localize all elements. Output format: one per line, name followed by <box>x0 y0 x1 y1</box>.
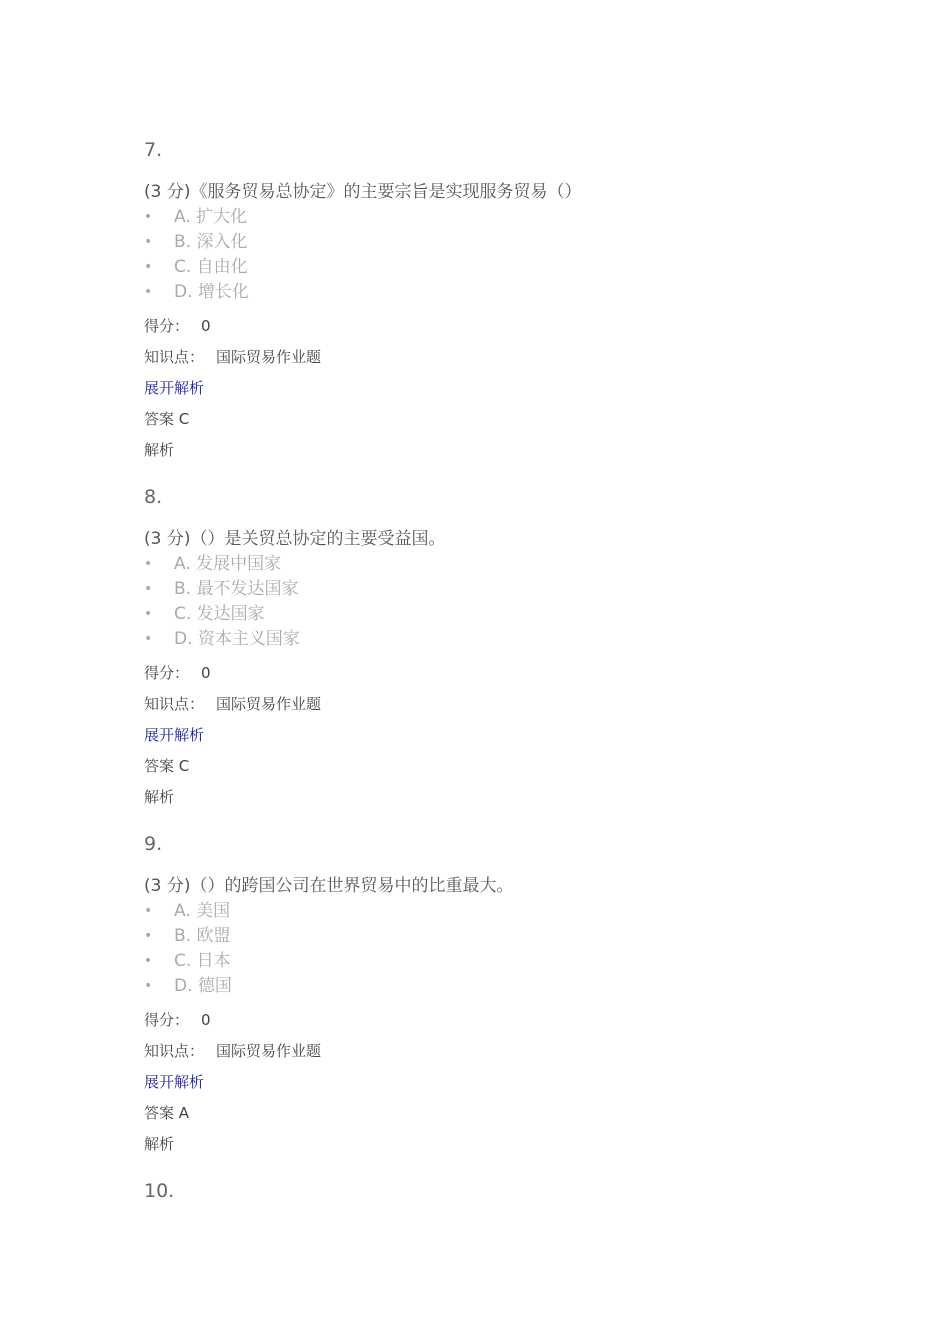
option-a[interactable]: • A. 发展中国家 <box>144 552 844 577</box>
knowledge-value: 国际贸易作业题 <box>216 348 322 366</box>
answer-text: 答案 A <box>144 1104 190 1122</box>
knowledge-row <box>144 694 844 714</box>
expand-analysis-link[interactable]: 展开解析 <box>144 379 205 397</box>
score-row <box>144 663 844 683</box>
option-d[interactable]: • D. 增长化 <box>144 280 844 305</box>
option-a[interactable]: • A. 扩大化 <box>144 205 844 230</box>
question-number: 8. <box>144 486 163 508</box>
option-d[interactable]: • D. 资本主义国家 <box>144 627 844 652</box>
score-value: 0 <box>201 664 211 682</box>
knowledge-row <box>144 1041 844 1061</box>
knowledge-label: 知识点： <box>144 348 205 366</box>
knowledge-value: 国际贸易作业题 <box>216 1042 322 1060</box>
question-text: (3 分)（）的跨国公司在世界贸易中的比重最大。 <box>144 876 514 896</box>
options-list <box>144 899 844 999</box>
score-value: 0 <box>201 1011 211 1029</box>
question-8 <box>144 485 844 807</box>
score-row <box>144 1010 844 1030</box>
score-value: 0 <box>201 317 211 335</box>
option-b[interactable]: • B. 最不发达国家 <box>144 577 844 602</box>
expand-analysis-link[interactable]: 展开解析 <box>144 1073 205 1091</box>
question-10-number: 10. <box>144 1180 175 1202</box>
analysis-label: 解析 <box>144 1135 175 1153</box>
knowledge-label: 知识点： <box>144 695 205 713</box>
option-b[interactable]: • B. 深入化 <box>144 230 844 255</box>
option-b[interactable]: • B. 欧盟 <box>144 924 844 949</box>
knowledge-label: 知识点： <box>144 1042 205 1060</box>
option-a[interactable]: • A. 美国 <box>144 899 844 924</box>
question-number: 7. <box>144 139 163 161</box>
score-row <box>144 316 844 336</box>
option-d[interactable]: • D. 德国 <box>144 974 844 999</box>
options-list <box>144 552 844 652</box>
expand-analysis-link[interactable]: 展开解析 <box>144 726 205 744</box>
question-text: (3 分)《服务贸易总协定》的主要宗旨是实现服务贸易（） <box>144 182 582 202</box>
option-c[interactable]: • C. 自由化 <box>144 255 844 280</box>
question-number: 9. <box>144 833 163 855</box>
question-text: (3 分)（）是关贸总协定的主要受益国。 <box>144 529 446 549</box>
score-label: 得分： <box>144 664 190 682</box>
analysis-label: 解析 <box>144 441 175 459</box>
answer-text: 答案 C <box>144 757 190 775</box>
options-list <box>144 205 844 305</box>
question-9 <box>144 832 844 1154</box>
option-c[interactable]: • C. 发达国家 <box>144 602 844 627</box>
analysis-label: 解析 <box>144 788 175 806</box>
question-7 <box>144 138 844 460</box>
answer-text: 答案 C <box>144 410 190 428</box>
option-c[interactable]: • C. 日本 <box>144 949 844 974</box>
score-label: 得分： <box>144 317 190 335</box>
score-label: 得分： <box>144 1011 190 1029</box>
knowledge-row <box>144 347 844 367</box>
knowledge-value: 国际贸易作业题 <box>216 695 322 713</box>
